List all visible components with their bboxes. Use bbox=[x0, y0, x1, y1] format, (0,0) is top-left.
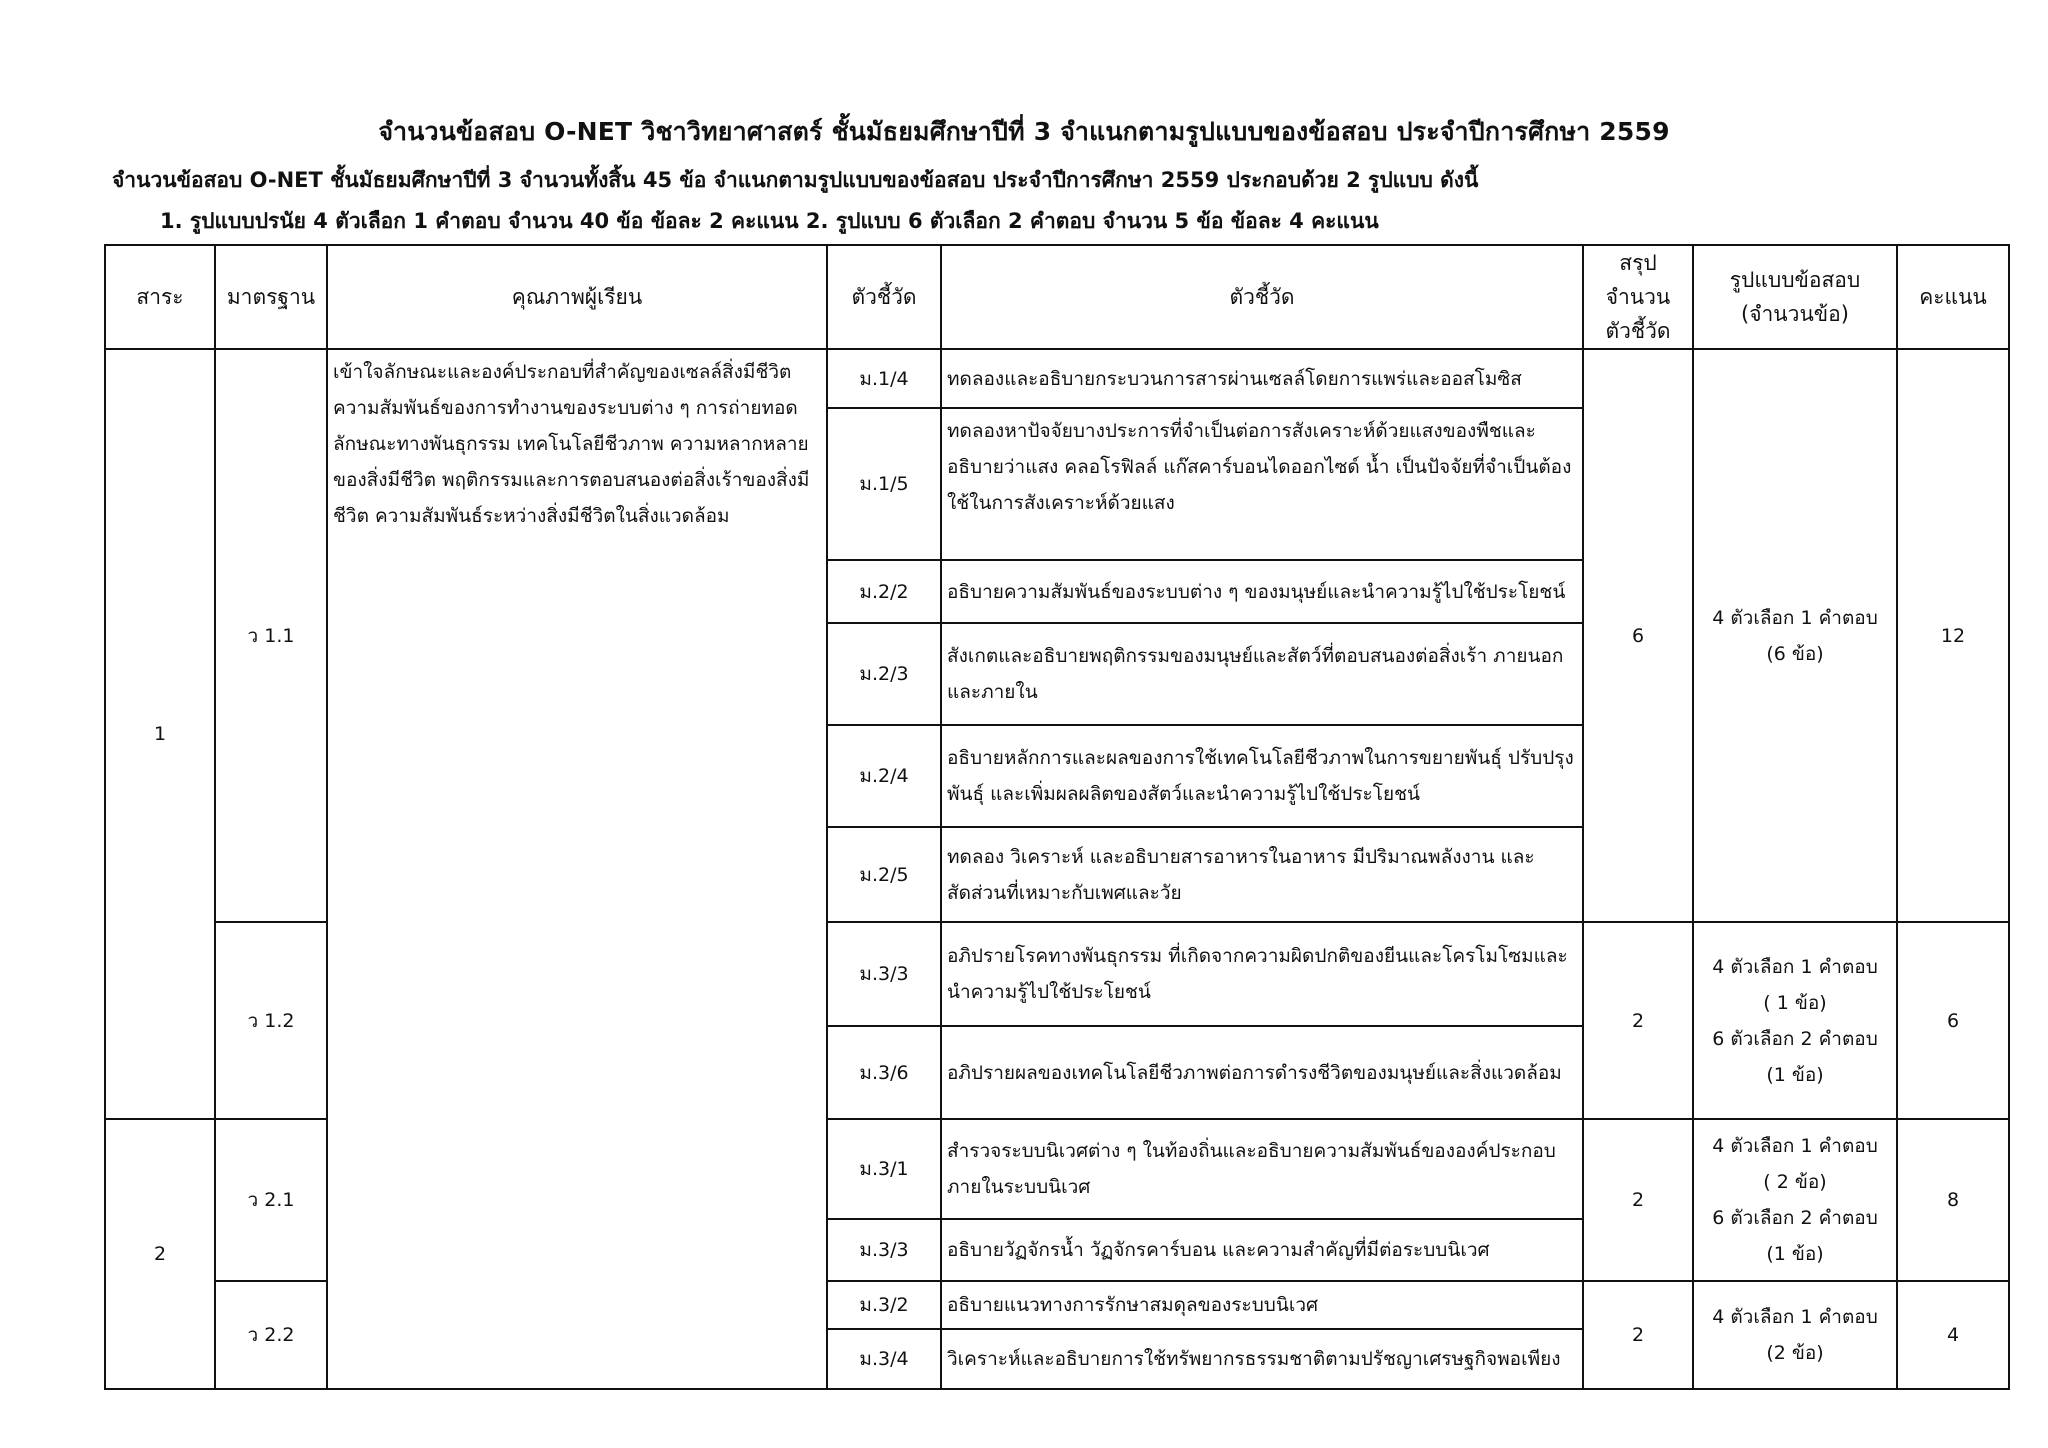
score-cell: 6 bbox=[1897, 922, 2009, 1119]
standard-cell: ว 1.2 bbox=[215, 922, 327, 1119]
format-cell: 4 ตัวเลือก 1 คำตอบ (6 ข้อ) bbox=[1693, 349, 1897, 922]
document-subtitle-2: 1. รูปแบบปรนัย 4 ตัวเลือก 1 คำตอบ จำนวน 40 ข้อ ข้อละ 2 คะแนน 2. รูปแบบ 6 ตัวเลือก 2 คำตอบ จำนวน 5 ข้อ ข้อละ 4 คะแนน bbox=[160, 209, 1379, 233]
standard-cell: ว 1.1 bbox=[215, 349, 327, 922]
summary-cell: 2 bbox=[1583, 922, 1693, 1119]
standard-cell: ว 2.1 bbox=[215, 1119, 327, 1281]
indicator-text: อธิบายวัฏจักรน้ำ วัฏจักรคาร์บอน และความสำคัญที่มีต่อระบบนิเวศ bbox=[941, 1219, 1583, 1281]
indicator-text: ทดลองและอธิบายกระบวนการสารผ่านเซลล์โดยการแพร่และออสโมซิส bbox=[941, 349, 1583, 408]
indicator-text: วิเคราะห์และอธิบายการใช้ทรัพยากรธรรมชาติตามปรัชญาเศรษฐกิจพอเพียง bbox=[941, 1329, 1583, 1389]
indicator-code: ม.2/3 bbox=[827, 623, 941, 725]
indicator-text: อธิบายแนวทางการรักษาสมดุลของระบบนิเวศ bbox=[941, 1281, 1583, 1329]
indicator-code: ม.2/5 bbox=[827, 827, 941, 922]
indicator-code: ม.3/3 bbox=[827, 922, 941, 1026]
indicator-text: อภิปรายโรคทางพันธุกรรม ที่เกิดจากความผิดปกติของยีนและโครโมโซมและนำความรู้ไปใช้ประโยชน์ bbox=[941, 922, 1583, 1026]
header-format: รูปแบบข้อสอบ (จำนวนข้อ) bbox=[1693, 245, 1897, 349]
indicator-text: ทดลอง วิเคราะห์ และอธิบายสารอาหารในอาหาร มีปริมาณพลังงาน และสัดส่วนที่เหมาะกับเพศและวัย bbox=[941, 827, 1583, 922]
strand-cell: 1 bbox=[105, 349, 215, 1119]
standard-cell: ว 2.2 bbox=[215, 1281, 327, 1389]
header-score: คะแนน bbox=[1897, 245, 2009, 349]
quality-cell: เข้าใจลักษณะและองค์ประกอบที่สำคัญของเซลล์สิ่งมีชีวิต ความสัมพันธ์ของการทำงานของระบบต่าง ๆ การถ่ายทอดลักษณะทางพันธุกรรม เทคโนโลยีชีวภาพ ความหลากหลายของสิ่งมีชีวิต พฤติกรรมและการตอบสนองต่อสิ่งเร้าของสิ่งมีชีวิต ความสัมพันธ์ระหว่างสิ่งมีชีวิตในสิ่งแวดล้อม bbox=[327, 349, 827, 1389]
indicator-text: อธิบายความสัมพันธ์ของระบบต่าง ๆ ของมนุษย์และนำความรู้ไปใช้ประโยชน์ bbox=[941, 560, 1583, 623]
summary-cell: 2 bbox=[1583, 1119, 1693, 1281]
indicator-code: ม.3/3 bbox=[827, 1219, 941, 1281]
header-standard: มาตรฐาน bbox=[215, 245, 327, 349]
indicator-code: ม.2/4 bbox=[827, 725, 941, 827]
format-cell: 4 ตัวเลือก 1 คำตอบ (2 ข้อ) bbox=[1693, 1281, 1897, 1389]
format-cell: 4 ตัวเลือก 1 คำตอบ ( 2 ข้อ) 6 ตัวเลือก 2 คำตอบ (1 ข้อ) bbox=[1693, 1119, 1897, 1281]
indicator-code: ม.3/4 bbox=[827, 1329, 941, 1389]
document-subtitle-1: จำนวนข้อสอบ O-NET ชั้นมัธยมศึกษาปีที่ 3 จำนวนทั้งสิ้น 45 ข้อ จำแนกตามรูปแบบของข้อสอบ ประจำปีการศึกษา 2559 ประกอบด้วย 2 รูปแบบ ดังนี้ bbox=[112, 168, 1479, 192]
summary-cell: 2 bbox=[1583, 1281, 1693, 1389]
indicator-code: ม.3/6 bbox=[827, 1026, 941, 1119]
indicator-code: ม.1/4 bbox=[827, 349, 941, 408]
indicator-text: สังเกตและอธิบายพฤติกรรมของมนุษย์และสัตว์ที่ตอบสนองต่อสิ่งเร้า ภายนอกและภายใน bbox=[941, 623, 1583, 725]
indicator-text: อธิบายหลักการและผลของการใช้เทคโนโลยีชีวภาพในการขยายพันธุ์ ปรับปรุงพันธุ์ และเพิ่มผลผลิตของสัตว์และนำความรู้ไปใช้ประโยชน์ bbox=[941, 725, 1583, 827]
document-title: จำนวนข้อสอบ O-NET วิชาวิทยาศาสตร์ ชั้นมัธยมศึกษาปีที่ 3 จำแนกตามรูปแบบของข้อสอบ ประจำปีการศึกษา 2559 bbox=[378, 117, 1670, 146]
header-indicator-code: ตัวชี้วัด bbox=[827, 245, 941, 349]
table-row bbox=[105, 349, 2009, 408]
score-cell: 8 bbox=[1897, 1119, 2009, 1281]
strand-cell: 2 bbox=[105, 1119, 215, 1389]
indicator-text: ทดลองหาปัจจัยบางประการที่จำเป็นต่อการสังเคราะห์ด้วยแสงของพืชและอธิบายว่าแสง คลอโรฟิลล์ แก๊สคาร์บอนไดออกไซด์ น้ำ เป็นปัจจัยที่จำเป็นต้องใช้ในการสังเคราะห์ด้วยแสง bbox=[941, 408, 1583, 560]
header-strand: สาระ bbox=[105, 245, 215, 349]
header-quality: คุณภาพผู้เรียน bbox=[327, 245, 827, 349]
indicator-code: ม.1/5 bbox=[827, 408, 941, 560]
score-cell: 12 bbox=[1897, 349, 2009, 922]
indicator-text: อภิปรายผลของเทคโนโลยีชีวภาพต่อการดำรงชีวิตของมนุษย์และสิ่งแวดล้อม bbox=[941, 1026, 1583, 1119]
indicator-text: สำรวจระบบนิเวศต่าง ๆ ในท้องถิ่นและอธิบายความสัมพันธ์ขององค์ประกอบภายในระบบนิเวศ bbox=[941, 1119, 1583, 1219]
header-indicator: ตัวชี้วัด bbox=[941, 245, 1583, 349]
header-row bbox=[105, 245, 2009, 349]
summary-cell: 6 bbox=[1583, 349, 1693, 922]
exam-table bbox=[104, 244, 2010, 1390]
format-cell: 4 ตัวเลือก 1 คำตอบ ( 1 ข้อ) 6 ตัวเลือก 2 คำตอบ (1 ข้อ) bbox=[1693, 922, 1897, 1119]
score-cell: 4 bbox=[1897, 1281, 2009, 1389]
indicator-code: ม.3/2 bbox=[827, 1281, 941, 1329]
header-summary: สรุปจำนวน ตัวชี้วัด bbox=[1583, 245, 1693, 349]
indicator-code: ม.3/1 bbox=[827, 1119, 941, 1219]
indicator-code: ม.2/2 bbox=[827, 560, 941, 623]
